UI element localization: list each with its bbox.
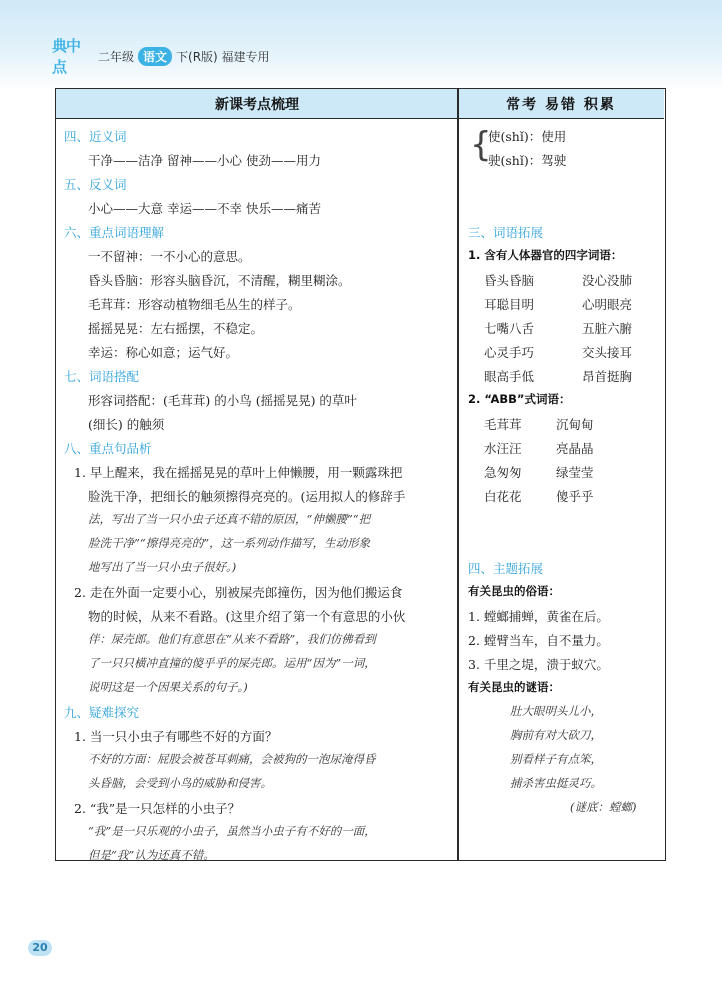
word-item: 心灵手巧 [484,345,535,360]
riddle-line: 别看样子有点笨， [510,752,602,766]
insect-sayings-subtitle: 有关昆虫的俗语： [468,584,560,598]
section-synonyms-title: 四、近义词 [64,129,127,144]
riddle-line: 捕杀害虫挺灵巧。 [510,776,602,790]
sentence-1-note: 法，写出了当一只小虫子还真不错的原因，“伸懒腰”“把 [88,512,371,526]
sentence-1-note: 地写出了当一只小虫子很好。) [88,560,237,574]
word-item: 交头接耳 [582,345,633,360]
section-word-meaning-title: 六、重点词语理解 [64,225,165,240]
sentence-2-line: 物的时候，从来不看路。(这里介绍了第一个有意思的小伙 [88,609,406,624]
page-header [0,37,270,76]
inquiry-answer-2: “我”是一只乐观的小虫子，虽然当小虫子有不好的一面， [88,824,376,838]
edition-label: 下(R版) 福建专用 [176,49,270,64]
word-item: 耳聪目明 [484,297,535,312]
inquiry-answer-1: 头昏脑，会受到小鸟的威胁和侵害。 [88,776,272,790]
body-organ-words-subtitle: 1. 含有人体器官的四字词语： [468,248,623,262]
antonyms-line: 小心——大意 幸运——不幸 快乐——痛苦 [88,201,321,216]
word-item: 七嘴八舌 [484,321,535,336]
sentence-2-note: 说明这是一个因果关系的句子。) [88,680,248,694]
synonyms-line: 干净——洁净 留神——小心 使劲——用力 [88,153,321,168]
content-frame [55,88,666,861]
word-item: 没心没肺 [582,273,633,288]
sentence-1-note: 脸洗干净”“擦得亮亮的”，这一系列动作描写，生动形象 [88,536,371,550]
section-theme-expansion-title: 四、主题拓展 [468,561,544,576]
section-inquiry-title: 九、疑难探究 [64,705,140,720]
polyphone-line: 使(shǐ)：使用 [488,129,567,144]
section-sentence-analysis-title: 八、重点句品析 [64,441,152,456]
section-antonyms-title: 五、反义词 [64,177,127,192]
word-item: 毛茸茸 [484,417,522,432]
right-column-title: 常考 易错 积累 [458,89,664,119]
word-item: 心明眼亮 [582,297,633,312]
inquiry-answer-2: 但是“我”认为还真不错。 [88,848,215,862]
word-meaning-line: 毛茸茸：形容动植物细毛丛生的样子。 [88,297,301,312]
word-meaning-line: 幸运：称心如意；运气好。 [88,345,239,360]
insect-riddle-subtitle: 有关昆虫的谜语： [468,680,560,694]
word-meaning-line: 一不留神：一不小心的意思。 [88,249,251,264]
saying-item: 3. 千里之堤，溃于蚁穴。 [468,657,609,672]
riddle-line: 胸前有对大砍刀， [510,728,602,742]
polyphone-line: 驶(shǐ)：驾驶 [488,153,567,168]
word-item: 眼高手低 [484,369,535,384]
inquiry-question-1: 1. 当一只小虫子有哪些不好的方面？ [74,729,278,744]
word-meaning-line: 昏头昏脑：形容头脑昏沉，不清醒，糊里糊涂。 [88,273,351,288]
word-meaning-line: 摇摇晃晃：左右摇摆，不稳定。 [88,321,264,336]
word-item: 绿莹莹 [556,465,594,480]
inquiry-answer-1: 不好的方面：屁股会被苍耳刺痛，会被狗的一泡尿淹得昏 [88,752,376,766]
grade-label: 二年级 [98,49,135,64]
subject-badge: 语文 [138,47,172,66]
saying-item: 2. 螳臂当车，自不量力。 [468,633,609,648]
section-collocation-title: 七、词语搭配 [64,369,140,384]
sentence-1-line: 1. 早上醒来，我在摇摇晃晃的草叶上伸懒腰，用一颗露珠把 [74,465,403,480]
column-divider [457,89,459,860]
collocation-line: 形容词搭配：(毛茸茸) 的小鸟 (摇摇晃晃) 的草叶 [88,393,357,408]
sentence-2-note: 伴：屎壳郎。他们有意思在“从来不看路”，我们仿佛看到 [88,632,376,646]
saying-item: 1. 螳螂捕蝉，黄雀在后。 [468,609,609,624]
page-number: 20 [28,940,52,956]
collocation-line: (细长) 的触须 [88,417,165,432]
word-item: 傻乎乎 [556,489,594,504]
word-item: 昏头昏脑 [484,273,535,288]
word-item: 亮晶晶 [556,441,594,456]
riddle-line: 肚大眼明头儿小， [510,704,602,718]
word-item: 白花花 [484,489,522,504]
inquiry-question-2: 2. “我”是一只怎样的小虫子？ [74,801,241,816]
word-item: 五脏六腑 [582,321,633,336]
sentence-2-note: 了一只只横冲直撞的傻乎乎的屎壳郎。运用“因为”一词， [88,656,376,670]
abb-words-subtitle: 2. “ABB”式词语： [468,392,571,406]
left-column-title: 新课考点梳理 [56,89,458,119]
word-item: 昂首挺胸 [582,369,633,384]
word-item: 急匆匆 [484,465,522,480]
brand-logo: 典中点 [52,37,81,76]
word-item: 沉甸甸 [556,417,594,432]
word-item: 水汪汪 [484,441,522,456]
brace-icon: { [470,125,492,165]
section-word-expansion-title: 三、词语拓展 [468,225,544,240]
sentence-1-line: 脸洗干净，把细长的触须擦得亮亮的。(运用拟人的修辞手 [88,489,406,504]
sentence-2-line: 2. 走在外面一定要小心，别被屎壳郎撞伤，因为他们搬运食 [74,585,403,600]
riddle-answer: (谜底：螳螂) [570,800,637,814]
